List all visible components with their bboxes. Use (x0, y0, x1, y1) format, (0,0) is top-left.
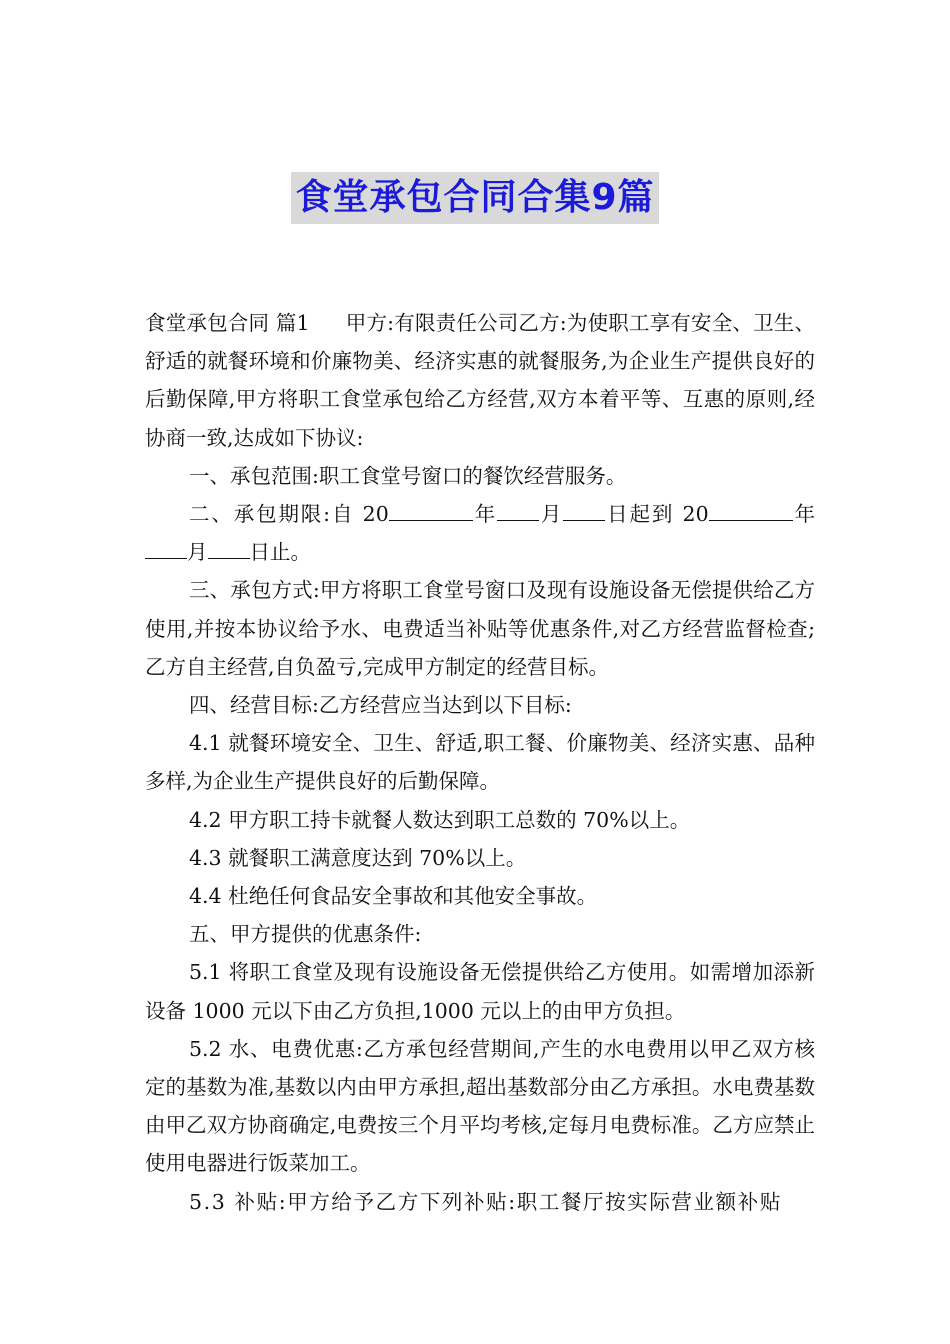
section-2: 二、承包期限:自 20 年 月 日起到 20 年月 日止。 (145, 495, 815, 571)
blank-line (563, 502, 605, 521)
section-5: 五、甲方提供的优惠条件: (189, 922, 422, 947)
item-5-1: 5.1 将职工食堂及现有设施设备无偿提供给乙方使用。如需增加添新设备 1000 元以下由乙方负担,1000 元以上的由甲方负担。 (145, 960, 815, 1023)
item-5-3: 5.3 补贴:甲方给予乙方下列补贴:职工餐厅按实际营业额补贴 (189, 1189, 782, 1214)
blank-line (709, 502, 793, 521)
blank-line (208, 540, 250, 559)
item-4-1: 4.1 就餐环境安全、卫生、舒适,职工餐、价廉物美、经济实惠、品种多样,为企业生产提供良好的后勤保障。 (145, 731, 815, 794)
intro-paragraph (145, 304, 815, 457)
blank-line (145, 540, 187, 559)
item-4-4: 4.4 杜绝任何食品安全事故和其他安全事故。 (189, 884, 598, 909)
title-wrap (0, 172, 950, 224)
item-5-2: 5.2 水、电费优惠:乙方承包经营期间,产生的水电费用以甲乙双方核定的基数为准,基数以内由甲方承担,超出基数部分由乙方承担。水电费基数由甲乙双方协商确定,电费按三个月平均考核,定每月电费标准。乙方应禁止使用电器进行饭菜加工。 (145, 1036, 815, 1176)
item-4-3: 4.3 就餐职工满意度达到 70%以上。 (189, 845, 527, 870)
item-4-2: 4.2 甲方职工持卡就餐人数达到职工总数的 70%以上。 (189, 807, 691, 832)
blank-line (389, 502, 473, 521)
document-title: 食堂承包合同合集9篇 (291, 172, 658, 224)
section-3: 三、承包方式:甲方将职工食堂号窗口及现有设施设备无偿提供给乙方使用,并按本协议给予水、电费适当补贴等优惠条件,对乙方经营监督检查;乙方自主经营,自负盈亏,完成甲方制定的经营目标。 (145, 578, 815, 679)
section-4: 四、经营目标:乙方经营应当达到以下目标: (189, 693, 572, 718)
intro-text: 甲方:有限责任公司乙方:为使职工享有安全、卫生、舒适的就餐环境和价廉物美、经济实惠的就餐服务,为企业生产提供良好的后勤保障,甲方将职工食堂承包给乙方经营,双方本着平等、互惠的原则,经协商一致,达成如下协议: (145, 311, 815, 450)
section-1: 一、承包范围:职工食堂号窗口的餐饮经营服务。 (189, 463, 627, 488)
blank-line (497, 502, 539, 521)
document-body (145, 304, 815, 1221)
intro-heading: 食堂承包合同 篇1 (145, 311, 310, 335)
